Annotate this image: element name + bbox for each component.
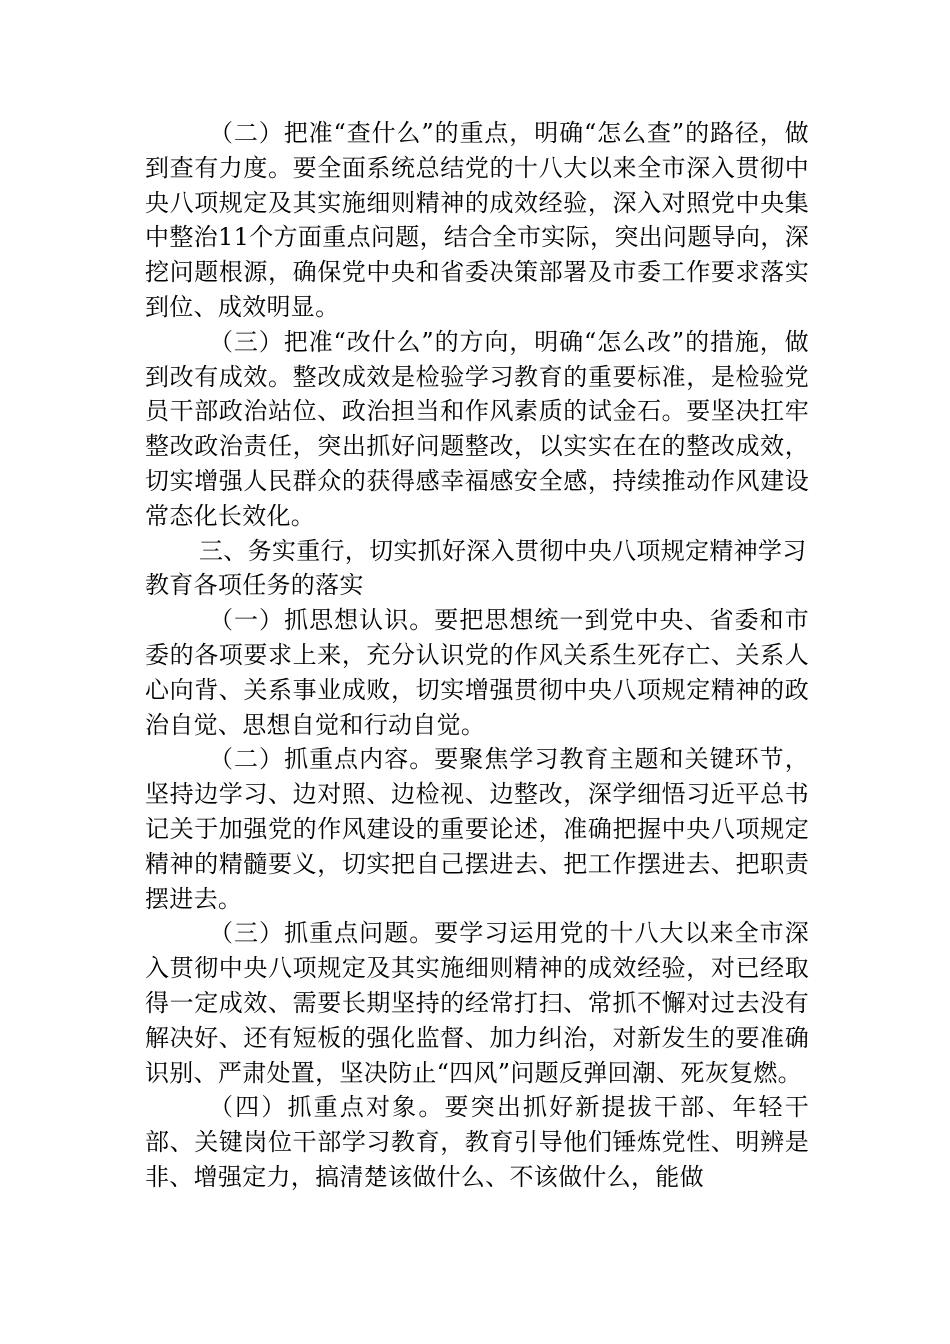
paragraph-key-content: （二）抓重点内容。要聚焦学习教育主题和关键环节，坚持边学习、边对照、边检视、边整改，深学细悟习近平总书记关于加强党的作风建设的重要论述，准确把握中央八项规定精神的精髓要义，切实把自己摆进去、把工作摆进去、把职责摆进去。 — [145, 745, 809, 913]
paragraph-key-problems: （三）抓重点问题。要学习运用党的十八大以来全市深入贯彻中央八项规定及其实施细则精神的成效经验，对已经取得一定成效、需要长期坚持的经常打扫、常抓不懈对过去没有解决好、还有短板的强化监督、加力纠治，对新发生的要准确识别、严肃处置，坚决防止“四风”问题反弹回潮、死灰复燃。 — [145, 919, 809, 1087]
section-heading-three: 三、务实重行，切实抓好深入贯彻中央八项规定精神学习教育各项任务的落实 — [145, 536, 807, 600]
document-body — [145, 116, 809, 1195]
paragraph-key-targets: （四）抓重点对象。要突出抓好新提拔干部、年轻干部、关键岗位干部学习教育，教育引导他们锤炼党性、明辨是非、增强定力，搞清楚该做什么、不该做什么，能做 — [145, 1093, 809, 1191]
paragraph-check-focus: （二）把准“查什么”的重点，明确“怎么查”的路径，做到查有力度。要全面系统总结党的十八大以来全市深入贯彻中央八项规定及其实施细则精神的成效经验，深入对照党中央集中整治11个方面重点问题，结合全市实际，突出问题导向，深挖问题根源，确保党中央和省委决策部署及市委工作要求落实到位、成效明显。 — [145, 119, 809, 321]
paragraph-ideological-awareness: （一）抓思想认识。要把思想统一到党中央、省委和市委的各项要求上来，充分认识党的作风关系生死存亡、关系人心向背、关系事业成败，切实增强贯彻中央八项规定精神的政治自觉、思想自觉和行动自觉。 — [145, 606, 809, 739]
paragraph-rectify-direction: （三）把准“改什么”的方向，明确“怎么改”的措施，做到改有成效。整改成效是检验学习教育的重要标准，是检验党员干部政治站位、政治担当和作风素质的试金石。要坚决扛牢整改政治责任，突出抓好问题整改，以实实在在的整改成效，切实增强人民群众的获得感幸福感安全感，持续推动作风建设常态化长效化。 — [145, 327, 809, 530]
